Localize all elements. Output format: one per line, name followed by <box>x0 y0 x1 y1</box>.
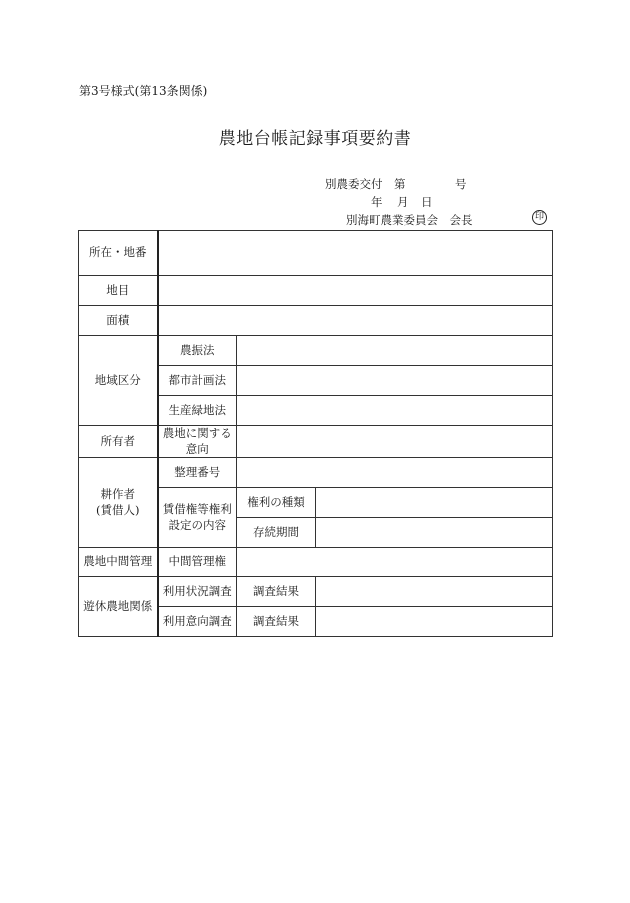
intermediary-right-value <box>237 548 553 577</box>
intent-survey-result-value <box>316 607 553 637</box>
issue-go: 号 <box>455 177 467 191</box>
location-value <box>158 231 553 276</box>
zoning-agri-promotion-label: 農振法 <box>158 336 237 366</box>
issuer: 別海町農業委員会 会長 <box>346 213 473 227</box>
issue-dai: 第 <box>394 177 406 191</box>
seal-mark: 印 <box>532 210 547 225</box>
land-category-value <box>158 276 553 306</box>
page-title: 農地台帳記録事項要約書 <box>218 129 412 149</box>
ledger-summary-table <box>78 230 553 637</box>
intermediary-right-label: 中間管理権 <box>158 548 237 577</box>
zoning-city-planning-value <box>237 366 553 396</box>
date-day: 日 <box>421 195 433 209</box>
owner-intent-line-2: 意向 <box>185 441 209 456</box>
owner-intent-label <box>158 426 237 458</box>
usage-survey-result-value <box>316 577 553 607</box>
duration-label: 存続期間 <box>237 518 316 548</box>
usage-survey-result-label: 調査結果 <box>237 577 316 607</box>
location-label: 所在・地番 <box>79 231 158 276</box>
duration-value <box>316 518 553 548</box>
area-label: 面積 <box>79 306 158 336</box>
issue-prefix: 別農委交付 <box>325 177 383 191</box>
right-type-label: 権利の種類 <box>237 488 316 518</box>
right-type-value <box>316 488 553 518</box>
form-number: 第3号様式(第13条関係) <box>79 84 208 98</box>
owner-label: 所有者 <box>79 426 158 458</box>
owner-intent-value <box>237 426 553 458</box>
date-month: 月 <box>397 195 409 209</box>
land-category-label: 地目 <box>79 276 158 306</box>
lease-content-line-2: 設定の内容 <box>168 517 226 532</box>
cultivator-line-2: (賃借人) <box>96 502 140 517</box>
intermediary-label: 農地中間管理 <box>79 548 158 577</box>
management-no-value <box>237 458 553 488</box>
zoning-green-value <box>237 396 553 426</box>
cultivator-label <box>79 458 158 548</box>
cultivator-line-1: 耕作者 <box>100 487 135 502</box>
zoning-agri-promotion-value <box>237 336 553 366</box>
area-value <box>158 306 553 336</box>
zoning-green-label: 生産緑地法 <box>158 396 237 426</box>
intent-survey-result-label: 調査結果 <box>237 607 316 637</box>
date-year: 年 <box>371 195 383 209</box>
lease-content-line-1: 賃借権等権利 <box>162 502 232 517</box>
intent-survey-label: 利用意向調査 <box>158 607 237 637</box>
usage-survey-label: 利用状況調査 <box>158 577 237 607</box>
lease-content-label <box>158 488 237 548</box>
zoning-label: 地域区分 <box>79 336 158 426</box>
idle-land-label: 遊休農地関係 <box>79 577 158 637</box>
management-no-label: 整理番号 <box>158 458 237 488</box>
owner-intent-line-1: 農地に関する <box>162 426 232 440</box>
zoning-city-planning-label: 都市計画法 <box>158 366 237 396</box>
